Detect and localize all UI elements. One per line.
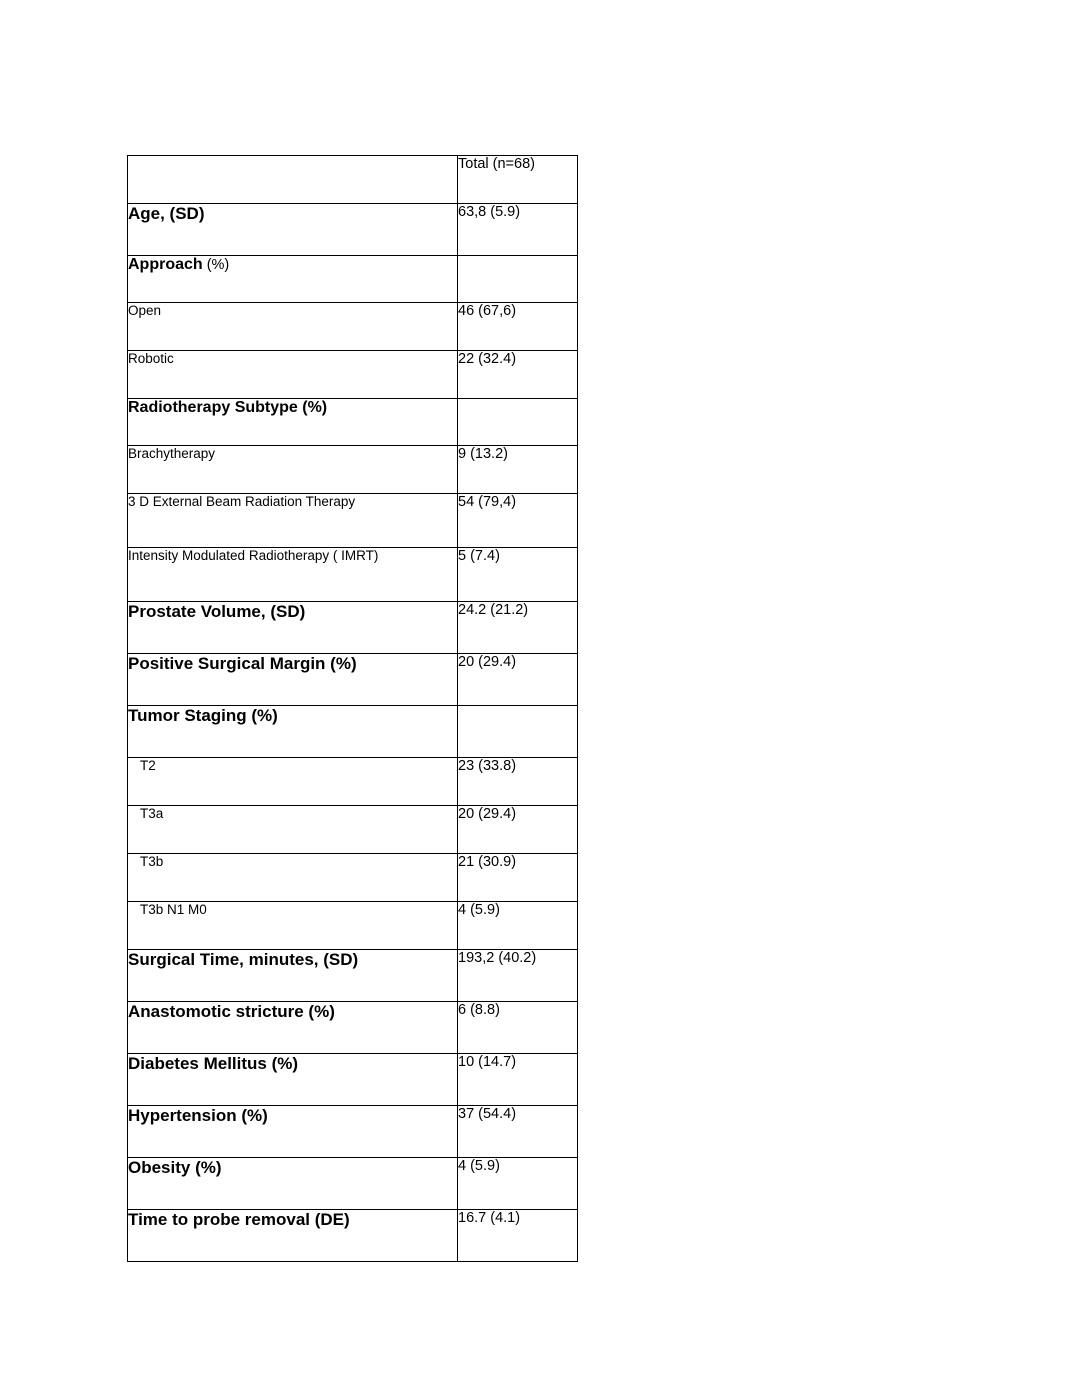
table-row — [128, 1158, 578, 1210]
table-section-row — [128, 399, 578, 446]
table-row — [128, 1210, 578, 1262]
row-value: 16.7 (4.1) — [458, 1210, 521, 1226]
row-value: 6 (8.8) — [458, 1002, 500, 1018]
row-value: 23 (33.8) — [458, 758, 517, 774]
row-value: 4 (5.9) — [458, 902, 500, 918]
row-value-cell — [458, 758, 578, 806]
row-label-cell — [128, 1210, 458, 1262]
table-row — [128, 902, 578, 950]
row-label-cell — [128, 654, 458, 706]
table-row — [128, 351, 578, 399]
row-label: Brachytherapy — [128, 446, 216, 461]
row-value-cell — [458, 706, 578, 758]
row-label: Positive Surgical Margin (%) — [128, 654, 357, 673]
table-row — [128, 1054, 578, 1106]
row-value: 63,8 (5.9) — [458, 204, 521, 220]
row-value: 20 (29.4) — [458, 806, 517, 822]
baseline-characteristics-table — [127, 155, 578, 1262]
row-label: Surgical Time, minutes, (SD) — [128, 950, 359, 969]
row-value: 20 (29.4) — [458, 654, 517, 670]
row-label-cell — [128, 902, 458, 950]
row-label: Robotic — [128, 351, 174, 366]
row-label: Anastomotic stricture (%) — [128, 1002, 335, 1021]
row-label: Open — [128, 303, 162, 318]
row-label-cell — [128, 446, 458, 494]
row-value-cell — [458, 399, 578, 446]
table-row — [128, 758, 578, 806]
row-value-cell — [458, 1210, 578, 1262]
row-label-cell — [128, 806, 458, 854]
row-label-cell — [128, 303, 458, 351]
row-value-cell — [458, 256, 578, 303]
row-value-cell — [458, 902, 578, 950]
table-row — [128, 548, 578, 602]
table-header-row — [128, 156, 578, 204]
row-label-cell — [128, 706, 458, 758]
row-label-cell — [128, 494, 458, 548]
row-label-cell — [128, 1158, 458, 1210]
table-row — [128, 446, 578, 494]
header-label-cell — [128, 156, 458, 204]
row-label: Prostate Volume, (SD) — [128, 602, 306, 621]
row-value-cell — [458, 1106, 578, 1158]
table-row — [128, 204, 578, 256]
table-row — [128, 494, 578, 548]
row-value: 193,2 (40.2) — [458, 950, 537, 966]
row-label: Obesity (%) — [128, 1158, 222, 1177]
row-label: Tumor Staging (%) — [128, 706, 278, 725]
row-value: 22 (32.4) — [458, 351, 517, 367]
row-label: T3b — [140, 854, 164, 869]
row-value-cell — [458, 654, 578, 706]
row-label: 3 D External Beam Radiation Therapy — [128, 494, 356, 509]
header-value-cell — [458, 156, 578, 204]
row-value-cell — [458, 204, 578, 256]
row-value: 21 (30.9) — [458, 854, 517, 870]
table-row — [128, 806, 578, 854]
row-label-cell — [128, 1054, 458, 1106]
row-value-cell — [458, 1054, 578, 1106]
row-value-cell — [458, 446, 578, 494]
row-value-cell — [458, 548, 578, 602]
row-label-cell — [128, 950, 458, 1002]
table-row — [128, 602, 578, 654]
row-label-cell — [128, 204, 458, 256]
row-label-cell — [128, 1106, 458, 1158]
row-label: Hypertension (%) — [128, 1106, 268, 1125]
row-value-cell — [458, 1158, 578, 1210]
table-row — [128, 654, 578, 706]
row-value: 54 (79,4) — [458, 494, 517, 510]
row-label: Diabetes Mellitus (%) — [128, 1054, 299, 1073]
row-label: T3a — [140, 806, 164, 821]
row-value: 10 (14.7) — [458, 1054, 517, 1070]
table-row — [128, 1002, 578, 1054]
table-row — [128, 1106, 578, 1158]
row-label: T2 — [140, 758, 156, 773]
row-label-cell — [128, 602, 458, 654]
row-label: Radiotherapy Subtype (%) — [128, 399, 328, 416]
header-total-label: Total (n=68) — [458, 156, 535, 172]
row-value: 9 (13.2) — [458, 446, 508, 462]
table-row — [128, 854, 578, 902]
row-value: 4 (5.9) — [458, 1158, 500, 1174]
row-value: 46 (67,6) — [458, 303, 517, 319]
row-label-cell — [128, 351, 458, 399]
table-row — [128, 303, 578, 351]
row-label: T3b N1 M0 — [140, 902, 207, 917]
row-label-cell — [128, 758, 458, 806]
row-label-cell — [128, 399, 458, 446]
row-label-cell — [128, 854, 458, 902]
row-value: 24.2 (21.2) — [458, 602, 529, 618]
row-label: Time to probe removal (DE) — [128, 1210, 350, 1229]
row-label: Age, (SD) — [128, 204, 205, 223]
row-value-cell — [458, 602, 578, 654]
row-label-suffix: (%) — [202, 257, 230, 273]
table-row — [128, 950, 578, 1002]
row-value-cell — [458, 806, 578, 854]
table-section-row — [128, 706, 578, 758]
row-value-cell — [458, 950, 578, 1002]
row-value: 37 (54.4) — [458, 1106, 517, 1122]
row-value-cell — [458, 494, 578, 548]
row-label-cell — [128, 1002, 458, 1054]
row-label-cell — [128, 548, 458, 602]
row-value-cell — [458, 854, 578, 902]
table-section-row — [128, 256, 578, 303]
row-value-cell — [458, 351, 578, 399]
row-value-cell — [458, 1002, 578, 1054]
row-value-cell — [458, 303, 578, 351]
row-label: Intensity Modulated Radiotherapy ( IMRT) — [128, 548, 379, 563]
row-label: Approach — [128, 256, 203, 273]
row-value: 5 (7.4) — [458, 548, 500, 564]
row-label-cell — [128, 256, 458, 303]
